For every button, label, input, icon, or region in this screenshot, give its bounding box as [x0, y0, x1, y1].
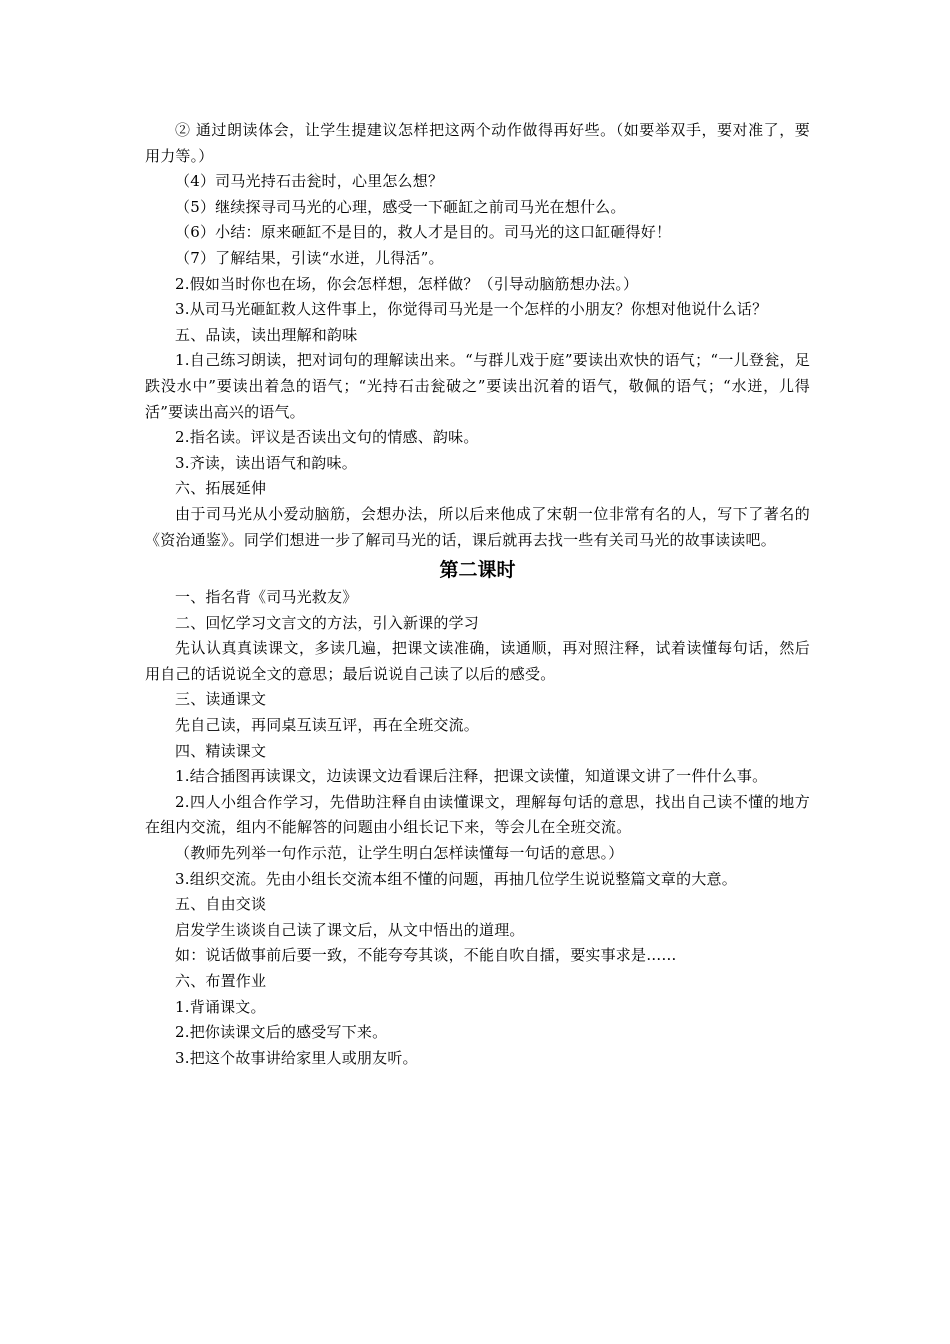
- lesson-title: 第二课时: [439, 559, 516, 582]
- paragraph: 由于司马光从小爱动脑筋，会想办法，所以后来他成了宋朝一位非常有名的人，写下了著名的《资治通鉴》。同学们想进一步了解司马光的话，课后就再去找一些有关司马光的故事读读吧。: [145, 504, 810, 549]
- paragraph: 如：说话做事前后要一致，不能夸夸其谈，不能自吹自擂，要实事求是……: [175, 946, 677, 965]
- paragraph: （5）继续探寻司马光的心理，感受一下砸缸之前司马光在想什么。: [175, 197, 626, 216]
- paragraph: 启发学生谈谈自己读了课文后，从文中悟出的道理。: [175, 920, 525, 939]
- paragraph: 2.假如当时你也在场，你会怎样想，怎样做？（引导动脑筋想办法。）: [175, 274, 639, 293]
- paragraph: 3.把这个故事讲给家里人或朋友听。: [175, 1048, 418, 1067]
- section-heading: 二、回忆学习文言文的方法，引入新课的学习: [175, 613, 480, 632]
- paragraph: 1.自己练习朗读，把对词句的理解读出来。“与群儿戏于庭”要读出欢快的语气；“一儿登瓮，足跌没水中”要读出着急的语气；“光持石击瓮破之”要读出沉着的语气，敬佩的语气；“水迸，儿得活”要读出高兴的语气。: [145, 351, 810, 421]
- paragraph: 1.背诵课文。: [175, 997, 266, 1016]
- paragraph: 2.指名读。评议是否读出文句的情感、韵味。: [175, 428, 479, 447]
- paragraph: 先自己读，再同桌互读互评，再在全班交流。: [175, 716, 480, 735]
- paragraph: ② 通过朗读体会，让学生提建议怎样把这两个动作做得再好些。（如要举双手，要对准了，要用力等。）: [145, 121, 810, 165]
- section-heading: 五、品读，读出理解和韵味: [175, 325, 358, 344]
- section-heading: 六、拓展延伸: [175, 479, 267, 498]
- section-heading: 一、指名背《司马光救友》: [175, 588, 358, 607]
- section-heading: 六、布置作业: [175, 972, 267, 990]
- paragraph: （教师先列举一句作示范，让学生明白怎样读懂每一句话的意思。）: [175, 844, 624, 863]
- paragraph: 2.四人小组合作学习，先借助注释自由读懂课文，理解每句话的意思，找出自己读不懂的地方在组内交流，组内不能解答的问题由小组长记下来，等会儿在全班交流。: [145, 792, 810, 837]
- paragraph: 1.结合插图再读课文，边读课文边看课后注释，把课文读懂，知道课文讲了一件什么事。: [175, 767, 768, 786]
- paragraph: （6）小结：原来砸缸不是目的，救人才是目的。司马光的这口缸砸得好！: [175, 223, 672, 242]
- paragraph: 2.把你读课文后的感受写下来。: [175, 1023, 388, 1042]
- section-heading: 五、自由交谈: [175, 895, 267, 914]
- document-page: [145, 118, 810, 1071]
- paragraph: 3.组织交流。先由小组长交流本组不懂的问题，再抽几位学生说说整篇文章的大意。: [175, 869, 737, 888]
- section-heading: 四、精读课文: [175, 741, 267, 760]
- paragraph: 先认认真真读课文，多读几遍，把课文读准确，读通顺，再对照注释，试着读懂每句话，然后用自己的话说说全文的意思；最后说说自己读了以后的感受。: [145, 639, 810, 683]
- paragraph: （7）了解结果，引读“水迸，儿得活”。: [175, 248, 444, 267]
- paragraph: （4）司马光持石击瓮时，心里怎么想？: [175, 172, 444, 191]
- paragraph: 3.从司马光砸缸救人这件事上，你觉得司马光是一个怎样的小朋友？你想对他说什么话？: [175, 300, 768, 319]
- paragraph: 3.齐读，读出语气和韵味。: [175, 453, 357, 472]
- section-heading: 三、读通课文: [175, 690, 267, 709]
